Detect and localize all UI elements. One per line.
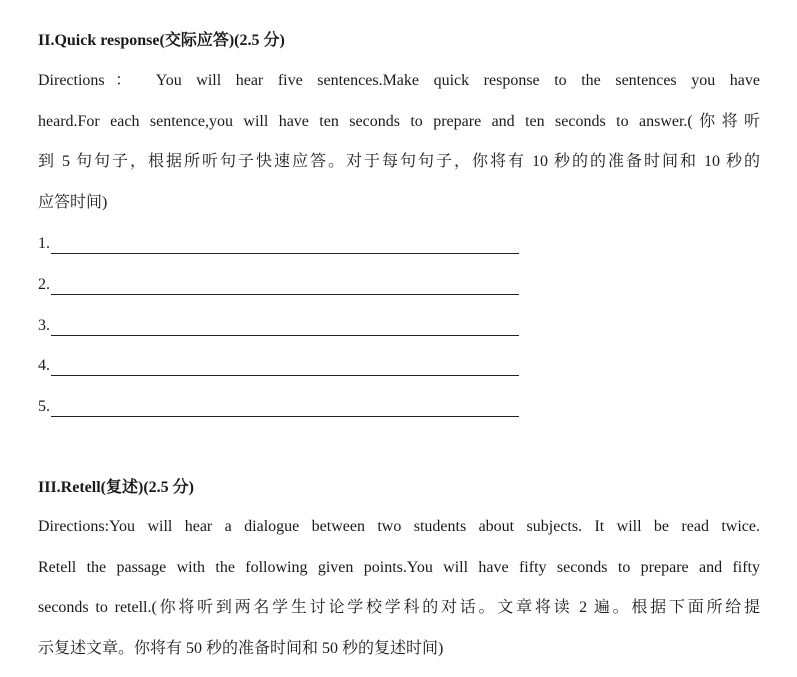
section-2-directions — [38, 61, 760, 223]
answer-number: 1. — [38, 235, 50, 252]
section-3-directions-line-2: Retell the passage with the following given points.You will have fifty seconds to prepare and fifty — [38, 558, 760, 576]
answer-line-4[interactable] — [38, 356, 519, 378]
answer-number: 5. — [38, 398, 50, 415]
answer-line-2[interactable] — [38, 275, 519, 297]
section-2-directions-line-2: heard.For each sentence,you will have ten seconds to prepare and ten seconds to answer.(你将听 — [38, 112, 760, 130]
section-2-directions-line-4: 应答时间) — [38, 193, 108, 211]
answer-line-3[interactable] — [38, 316, 519, 338]
answer-line-1[interactable] — [38, 234, 519, 256]
section-2-directions-line-1: Directions： You will hear five sentences.Make quick response to the sentences you have — [38, 72, 760, 89]
section-3-title: III.Retell(复述)(2.5 分) — [38, 479, 194, 496]
answer-blank[interactable] — [51, 375, 519, 376]
answer-blank[interactable] — [51, 416, 519, 417]
answer-line-5[interactable] — [38, 397, 519, 419]
section-3-directions-line-1: Directions:You will hear a dialogue between two students about subjects. It will be read twice. — [38, 518, 760, 535]
section-2-directions-line-3: 到 5 句句子，根据所听句子快速应答。对于每句句子，你将有 10 秒的的准备时间和 10 秒的 — [38, 153, 760, 170]
section-3-directions-line-4: 示复述文章。你将有 50 秒的准备时间和 50 秒的复述时间) — [38, 639, 444, 657]
section-3-directions-line-3: seconds to retell.(你将听到两名学生讨论学校学科的对话。文章将读 2 遍。根据下面所给提 — [38, 599, 760, 616]
answer-number: 2. — [38, 276, 50, 293]
section-2-title: II.Quick response(交际应答)(2.5 分) — [38, 32, 285, 49]
answer-blank[interactable] — [51, 253, 519, 254]
answer-number: 3. — [38, 317, 50, 334]
answer-blank[interactable] — [51, 335, 519, 336]
answer-number: 4. — [38, 357, 50, 374]
answer-blank[interactable] — [51, 294, 519, 295]
section-3-directions — [38, 507, 760, 669]
